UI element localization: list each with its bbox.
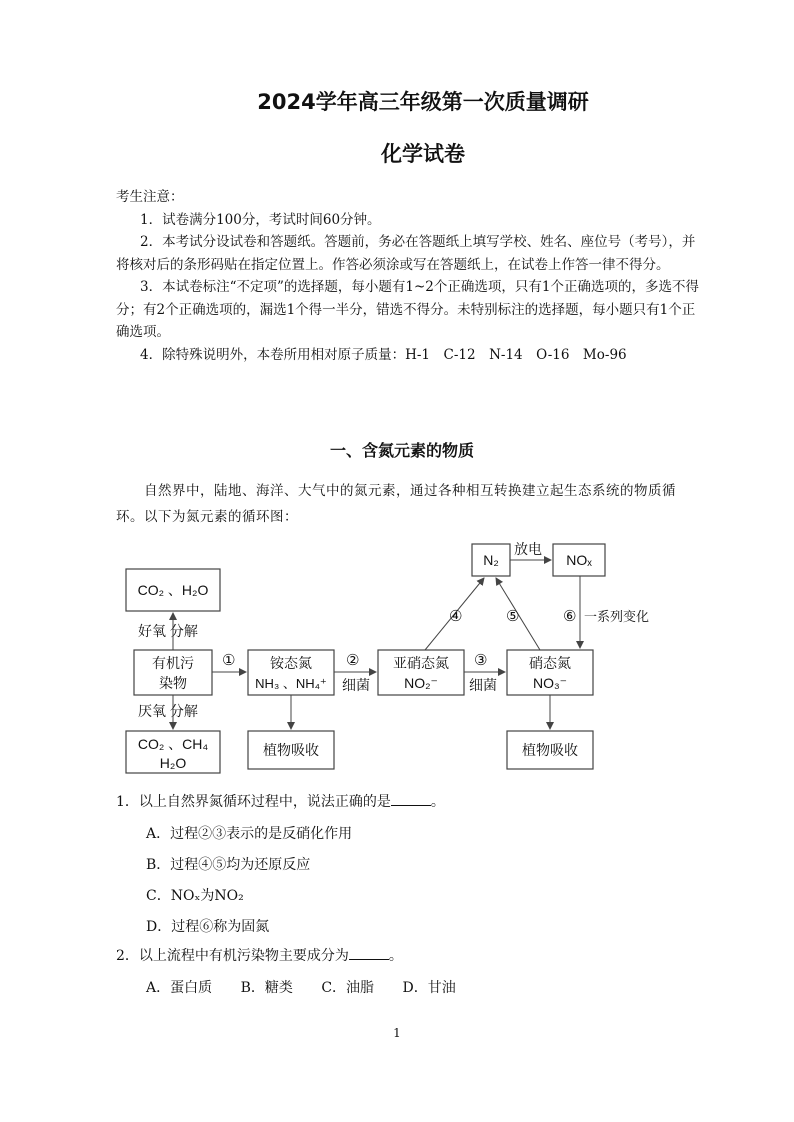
notes-item: 2．本考试分设试卷和答题纸。答题前，务必在答题纸上填写学校、姓名、座位号（考号），并将核对后的条形码贴在指定位置上。作答必须涂或写在答题纸上，在试卷上作答一律不得分。 <box>116 234 696 273</box>
question-2-option-d: D．甘油 <box>402 980 456 996</box>
label-step6: ⑥ <box>563 608 577 625</box>
page-number: 1 <box>393 1026 401 1040</box>
question-1-option-b: B．过程④⑤均为还原反应 <box>146 857 311 873</box>
section-intro: 自然界中，陆地、海洋、大气中的氮元素，通过各种相互转换建立起生态系统的物质循环。以下为氮元素的循环图： <box>116 483 676 525</box>
question-1-stem: 1．以上自然界氮循环过程中，说法正确的是 <box>116 794 391 810</box>
label-series: 一系列变化 <box>584 609 650 624</box>
text-ammonium-1: 铵态氮 <box>270 655 312 671</box>
notes-heading: 考生注意： <box>116 189 184 205</box>
text-h2o: H₂O <box>159 755 187 771</box>
question-2-option-c: C．油脂 <box>321 980 375 996</box>
label-step3: ③ <box>474 652 488 669</box>
text-co2-h2o: CO₂ 、H₂O <box>137 582 209 598</box>
answer-blank <box>349 945 389 960</box>
section-title: 一、含氮元素的物质 <box>329 441 474 460</box>
label-step4: ④ <box>449 608 463 625</box>
question-1-suffix: 。 <box>430 794 445 810</box>
text-nitrate-1: 硝态氮 <box>529 655 571 671</box>
notes-item: 4．除特殊说明外，本卷所用相对原子质量：H-1 C-12 N-14 O-16 Mo-96 <box>140 346 627 363</box>
question-1-option-d: D．过程⑥称为固氮 <box>146 919 270 935</box>
question-2 <box>116 945 403 965</box>
label-step2: ② <box>346 652 360 669</box>
text-nitrite-1: 亚硝态氮 <box>393 655 449 671</box>
text-ammonium-2: NH₃ 、NH₄⁺ <box>255 676 327 691</box>
question-2-option-b: B．糖类 <box>240 980 293 996</box>
question-2-suffix: 。 <box>388 948 403 964</box>
notes-item: 3．本试卷标注“不定项”的选择题，每小题有1~2个正确选项，只有1个正确选项的，多选不得分；有2个正确选项的，漏选1个得一半分，错选不得分。未特别标注的选择题，每小题只有1个正确选项。 <box>116 279 699 340</box>
text-organic-2: 染物 <box>159 675 187 691</box>
text-co2-ch4: CO₂ 、CH₄ <box>137 736 209 752</box>
label-anaerobic: 厌氧 分解 <box>138 703 198 719</box>
question-1-option-c: C．NOₓ为NO₂ <box>146 888 244 904</box>
answer-blank <box>391 791 431 806</box>
label-bacteria-1: 细菌 <box>342 677 370 693</box>
text-organic-1: 有机污 <box>152 655 194 671</box>
exam-title: 2024学年高三年级第一次质量调研 <box>257 90 589 114</box>
label-aerobic: 好氧 分解 <box>138 623 198 639</box>
label-discharge: 放电 <box>514 541 542 557</box>
text-nitrite-2: NO₂⁻ <box>404 675 438 691</box>
text-nitrate-2: NO₃⁻ <box>532 675 568 691</box>
question-2-options <box>146 977 480 997</box>
notes-item: 1．试卷满分100分，考试时间60分钟。 <box>140 211 381 228</box>
text-n2: N₂ <box>483 552 499 568</box>
question-2-stem: 2．以上流程中有机污染物主要成分为 <box>116 948 349 964</box>
question-1 <box>116 791 445 811</box>
question-2-option-a: A．蛋白质 <box>146 980 213 996</box>
label-step1: ① <box>222 652 236 669</box>
nitrogen-cycle-diagram <box>0 535 794 785</box>
label-bacteria-2: 细菌 <box>469 677 497 693</box>
exam-subtitle: 化学试卷 <box>381 142 465 166</box>
label-step5: ⑤ <box>506 608 520 625</box>
exam-notes <box>116 186 702 366</box>
question-1-option-a: A．过程②③表示的是反硝化作用 <box>146 826 353 842</box>
text-nox: NOₓ <box>566 552 592 568</box>
text-plant-2: 植物吸收 <box>522 742 578 758</box>
text-plant-1: 植物吸收 <box>263 742 319 758</box>
